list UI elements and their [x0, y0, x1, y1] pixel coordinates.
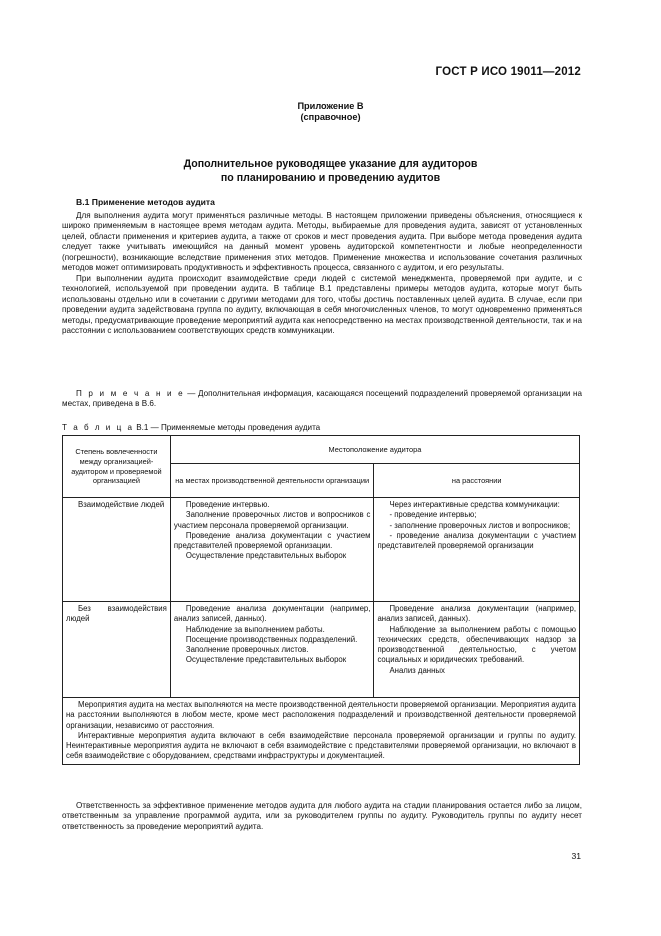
method-item: Проведение анализа документации (например, анализ записей, данных).: [377, 604, 576, 624]
intro-text: [62, 211, 582, 336]
annex-label: Приложение В: [297, 101, 364, 111]
method-item: Осуществление представительных выборок: [185, 655, 347, 665]
audit-methods-table: [62, 435, 580, 765]
table-row: [63, 602, 580, 698]
method-item: - проведение анализа документации с участием представителей проверяемой организации: [377, 530, 576, 551]
method-item: Проведение интервью.: [185, 500, 270, 509]
header-involvement: Степень вовлеченности между организацией-аудитором и проверяемой организацией: [63, 436, 171, 498]
annex-type: (справочное): [300, 112, 361, 122]
header-remote: на расстоянии: [374, 464, 580, 498]
method-item: Проведение анализа документации (например, анализ записей, данных).: [173, 604, 371, 624]
row-label: Без взаимодействия людей: [63, 602, 171, 698]
onsite-methods-cell: [170, 498, 374, 602]
table-footnote: [63, 698, 580, 765]
method-item: Наблюдение за выполнением работы.: [185, 624, 325, 634]
annex-title-line-2: по планированию и проведению аудитов: [220, 172, 441, 184]
closing-text: [62, 801, 582, 832]
table-header-row: [63, 436, 580, 464]
remote-methods-cell: [374, 498, 580, 602]
table-caption-label: Т а б л и ц а: [62, 423, 134, 432]
note: [62, 389, 582, 410]
method-item: Заполнение проверочных листов и вопросников с участием персонала проверяемой организации.: [173, 510, 371, 530]
method-item: - заполнение проверочных листов и вопросников;: [389, 520, 571, 530]
method-item: Посещение производственных подразделений.: [185, 634, 358, 644]
remote-methods-cell: [374, 602, 580, 698]
footnote-paragraph: Мероприятия аудита на местах выполняются на месте производственной деятельности проверяемой организации. Мероприятия аудита на расстоянии выполняются в любом месте, кроме мест расположения подразделений и производственной деятельности проверяемой организации, независимо от расстояния.: [66, 700, 576, 730]
annex-title-line-1: Дополнительное руководящее указание для аудиторов: [183, 158, 478, 170]
table-caption: [62, 423, 320, 432]
table-footnote-row: [63, 698, 580, 765]
paragraph: Ответственность за эффективное применение методов аудита для любого аудита на стадии планирования остается либо за лицом, ответственным за управление программой аудита, или за руководителем группы по аудиту. Руководитель группы по аудиту несет ответственность за проведение мероприятий аудита.: [62, 801, 582, 831]
onsite-methods-cell: [170, 602, 374, 698]
method-item: Заполнение проверочных листов.: [185, 645, 309, 655]
method-item: Анализ данных: [389, 665, 445, 675]
section-heading: В.1 Применение методов аудита: [76, 197, 215, 207]
page-number: 31: [571, 851, 581, 861]
row-label: Взаимодействие людей: [63, 498, 171, 602]
document-code-header: ГОСТ Р ИСО 19011—2012: [435, 66, 581, 78]
table-caption-text: В.1 — Применяемые методы проведения аудита: [133, 423, 321, 432]
method-item: Через интерактивные средства коммуникации:: [389, 500, 560, 509]
method-item: - проведение интервью;: [389, 510, 477, 520]
paragraph: Для выполнения аудита могут применяться различные методы. В настоящем приложении приведены объяснения, относящиеся к широко применяемым в настоящее время методам аудита. Методы, выбираемые для проведения аудита, зависят от установленных целей, области применения и критериев аудита, а также от сроков и мест проведения аудита. При выборе метода проведения аудита следует также учитывать имеющийся на данный момент уровень аудиторской компетентности и любые неопределенности (погрешности), возникающие вследствие применения этих методов. Применение множества и использование сочетания различных методов может оптимизировать продуктивность и эффективность процесса, связанного с аудитом, и его результаты.: [62, 211, 582, 273]
method-item: Осуществление представительных выборок: [185, 551, 347, 561]
header-auditor-location: Местоположение аудитора: [170, 436, 579, 464]
note-text: — Дополнительная информация, касающаяся посещений подразделений проверяемой организации на местах, приведена в В.6.: [62, 389, 582, 409]
method-item: Наблюдение за выполнением работы с помощью технических средств, обеспечивающих надзор за производственной деятельностью, с учетом социальных и юридических требований.: [377, 624, 576, 665]
note-label: П р и м е ч а н и е: [76, 389, 185, 398]
annex-title: [0, 157, 661, 185]
header-onsite: на местах производственной деятельности организации: [170, 464, 374, 498]
paragraph: При выполнении аудита происходит взаимодействие среди людей с системой менеджмента, проверяемой при аудите, и с технологией, используемой при проведении аудита. В таблице В.1 представлены примеры методов аудита, которые могут быть использованы отдельно или в сочетании с другими методами для того, чтобы достичь поставленных целей аудита. В случае, если при проведении аудита задействована группа по аудиту, включающая в себя многочисленных членов, то могут одновременно применяться методы, предусматривающие проведение мероприятий аудита как непосредственно на местах производственной деятельности, так и на расстоянии с использованием соответствующих средств коммуникации.: [62, 273, 582, 335]
method-item: Проведение анализа документации с участием представителей проверяемой организации.: [173, 530, 371, 551]
table-row: [63, 498, 580, 602]
footnote-paragraph: Интерактивные мероприятия аудита включают в себя взаимодействие персонала проверяемой организации и группы по аудиту. Неинтерактивные мероприятия аудита не включают в себя взаимодействие с представителями проверяемой организации, но включают в себя взаимодействие с оборудованием, средствами инфраструктуры и документацией.: [66, 730, 576, 761]
